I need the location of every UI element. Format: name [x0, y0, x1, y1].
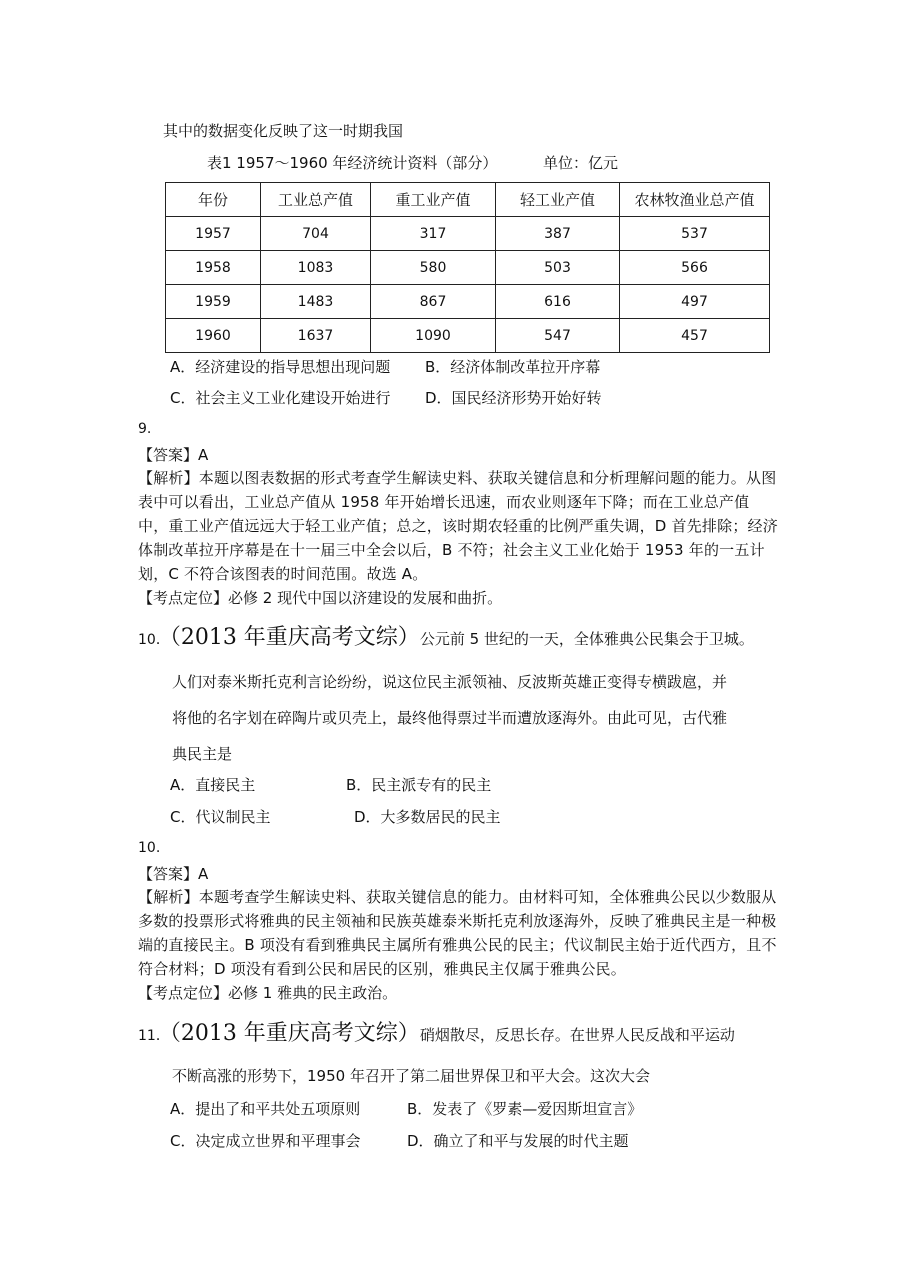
q11-stem-first: 硝烟散尽，反思长存。在世界人民反战和平运动	[419, 1026, 735, 1044]
table-cell: 497	[620, 285, 770, 319]
table-cell: 1483	[261, 285, 371, 319]
a9-location: 【考点定位】必修 2 现代中国以济建设的发展和曲折。	[138, 589, 503, 607]
table-cell: 1959	[166, 285, 261, 319]
table-cell: 387	[496, 217, 620, 251]
table-cell: 580	[371, 251, 496, 285]
table-row	[166, 285, 770, 319]
table-header-row	[166, 183, 770, 217]
table-row	[166, 251, 770, 285]
table-caption: 表1 1957～1960 年经济统计资料（部分）	[207, 154, 498, 172]
q10-stem-first: 公元前 5 世纪的一天，全体雅典公民集会于卫城。	[419, 630, 754, 648]
q11-stem-line2: 不断高涨的形势下，1950 年召开了第二届世界保卫和平大会。这次大会	[172, 1067, 650, 1085]
q8-option-a: A．经济建设的指导思想出现问题	[170, 358, 391, 376]
economic-stats-table	[165, 182, 770, 353]
q11-source: （2013 年重庆高考文综）	[169, 1021, 420, 1046]
a9-analysis: 【解析】本题以图表数据的形式考查学生解读史料、获取关键信息和分析理解问题的能力。从图表中可以看出，工业总产值从 1958 年开始增长迅速，而农业则逐年下降；而在工业总产值中，重工业产值远远大于轻工业产值；总之，该时期农轻重的比例严重失调，D 首先排除；经济体制改革拉开序幕是在十一届三中全会以后，B 不符；社会主义工业化始于 1953 年的一五计划，C 不符合该图表的时间范围。故选 A。	[138, 469, 778, 583]
q10-source: （2013 年重庆高考文综）	[169, 625, 420, 650]
header-cell: 农林牧渔业总产值	[620, 183, 770, 217]
q10-stem-line3: 将他的名字划在碎陶片或贝壳上，最终他得票过半而遭放逐海外。由此可见，古代雅	[172, 709, 728, 727]
header-cell: 轻工业产值	[496, 183, 620, 217]
a10-answer: 【答案】A	[138, 865, 209, 883]
table-unit: 单位：亿元	[543, 154, 619, 172]
table-cell: 547	[496, 319, 620, 353]
table-row	[166, 319, 770, 353]
table-cell: 1083	[261, 251, 371, 285]
table-cell: 503	[496, 251, 620, 285]
q8-option-b: B．经济体制改革拉开序幕	[425, 358, 601, 376]
q11-option-b: B．发表了《罗素—爱因斯坦宣言》	[407, 1100, 643, 1118]
table-cell: 566	[620, 251, 770, 285]
q10-option-b: B．民主派专有的民主	[346, 776, 492, 794]
table-cell: 317	[371, 217, 496, 251]
q10-option-c: C．代议制民主	[170, 808, 271, 826]
a10-location: 【考点定位】必修 1 雅典的民主政治。	[138, 984, 398, 1002]
table-cell: 1637	[261, 319, 371, 353]
table-row	[166, 217, 770, 251]
table-cell: 704	[261, 217, 371, 251]
a9-number: 9.	[138, 421, 152, 437]
q10-first-line	[138, 620, 754, 651]
q8-option-c: C．社会主义工业化建设开始进行	[170, 389, 391, 407]
q8-intro: 其中的数据变化反映了这一时期我国	[163, 122, 404, 140]
a10-number: 10.	[138, 840, 161, 856]
table-cell: 457	[620, 319, 770, 353]
table-cell: 1957	[166, 217, 261, 251]
q11-first-line	[138, 1016, 735, 1047]
q11-number: 11．	[138, 1028, 170, 1044]
q10-stem-line4: 典民主是	[172, 745, 233, 763]
table-cell: 1090	[371, 319, 496, 353]
q10-number: 10．	[138, 632, 170, 648]
q10-option-a: A．直接民主	[170, 776, 256, 794]
a10-analysis: 【解析】本题考查学生解读史料、获取关键信息的能力。由材料可知，全体雅典公民以少数服从多数的投票形式将雅典的民主领袖和民族英雄泰米斯托克利放逐海外，反映了雅典民主是一种极端的直接民主。B 项没有看到雅典民主属所有雅典公民的民主；代议制民主始于近代西方，且不符合材料；D 项没有看到公民和居民的区别，雅典民主仅属于雅典公民。	[138, 888, 777, 978]
q11-option-d: D．确立了和平与发展的时代主题	[407, 1132, 629, 1150]
header-cell: 重工业产值	[371, 183, 496, 217]
q11-option-c: C．决定成立世界和平理事会	[170, 1132, 361, 1150]
q8-option-d: D．国民经济形势开始好转	[425, 389, 602, 407]
table-cell: 1960	[166, 319, 261, 353]
header-cell: 工业总产值	[261, 183, 371, 217]
a9-answer: 【答案】A	[138, 446, 209, 464]
header-cell: 年份	[166, 183, 261, 217]
q10-stem-line2: 人们对泰米斯托克利言论纷纷，说这位民主派领袖、反波斯英雄正变得专横跋扈，并	[172, 673, 728, 691]
table-cell: 867	[371, 285, 496, 319]
table-cell: 1958	[166, 251, 261, 285]
table-cell: 537	[620, 217, 770, 251]
q11-option-a: A．提出了和平共处五项原则	[170, 1100, 361, 1118]
q10-option-d: D．大多数居民的民主	[354, 808, 501, 826]
table-cell: 616	[496, 285, 620, 319]
